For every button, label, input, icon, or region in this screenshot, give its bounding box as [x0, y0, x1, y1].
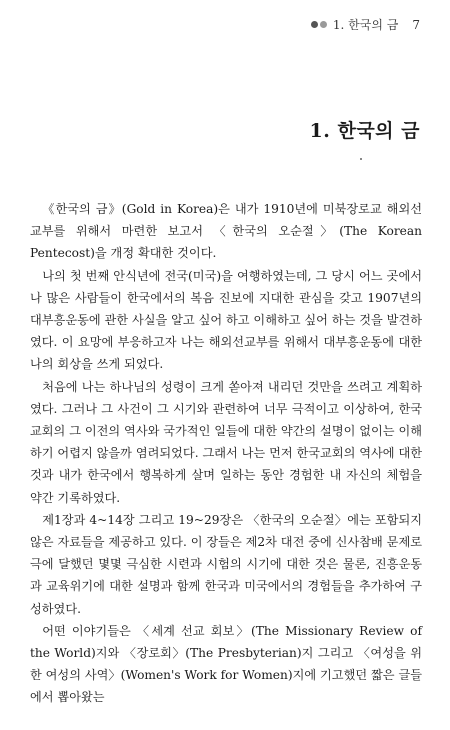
chapter-title: 1. 한국의 금 — [309, 120, 420, 142]
paragraph-5: 어떤 이야기들은 〈세계 선교 회보〉(The Missionary Review of the World)지와 〈장로회〉(The Presbyterian)지 그리고 〈여성을 위한 여성의 사역〉(Women's Work for Women)지에 기고했던 짧은 글들에서 뽑아왔는 — [30, 623, 422, 705]
running-head-section: 1. 한국의 금 — [332, 18, 399, 32]
running-head — [311, 16, 420, 33]
bullet-dots-icon — [311, 21, 327, 28]
paragraph-2: 나의 첫 번째 안식년에 전국(미국)을 여행하였는데, 그 당시 어느 곳에서나 많은 사람들이 한국에서의 복음 진보에 지대한 관심을 갖고 1907년의 대부흥운동에 관한 사실을 알고 싶어 하고 이해하고 싶어 하는 것을 발견하였다. 이 요망에 부응하고자 나는 해외선교부를 위해서 대부흥운동에 대한 나의 회상을 쓰게 되었다. — [30, 268, 422, 372]
body-text — [30, 198, 422, 709]
paragraph-4: 제1장과 4~14장 그리고 19~29장은 〈한국의 오순절〉에는 포함되지 않은 자료들을 제공하고 있다. 이 장들은 제2차 대전 중에 신사참배 문제로 극에 달했던 몇몇 극심한 시련과 시험의 시기에 대한 것은 물론, 진흥운동과 교육위기에 대한 설명과 함께 한국과 미국에서의 경험들을 추가하여 구성하였다. — [30, 512, 422, 616]
decorative-dot — [360, 158, 362, 160]
paragraph-1: 《한국의 금》(Gold in Korea)은 내가 1910년에 미북장로교 해외선교부를 위해서 마련한 보고서 〈한국의 오순절〉(The Korean Pentecost)을 개정 확대한 것이다. — [30, 202, 422, 261]
page-number: 7 — [412, 17, 420, 32]
paragraph-3: 처음에 나는 하나님의 성령이 크게 쏟아져 내리던 것만을 쓰려고 계획하였다. 그러나 그 사건이 그 시기와 관련하여 너무 극적이고 이상하여, 한국교회의 그 이전의 역사와 국가적인 일들에 대한 약간의 설명이 없이는 이해하기 어렵지 않을까 염려되었다. 그래서 나는 먼저 한국교회의 역사에 대한 것과 내가 한국에서 행복하게 살며 일하는 동안 경험한 내 자신의 체험을 약간 기록하였다. — [30, 379, 422, 505]
